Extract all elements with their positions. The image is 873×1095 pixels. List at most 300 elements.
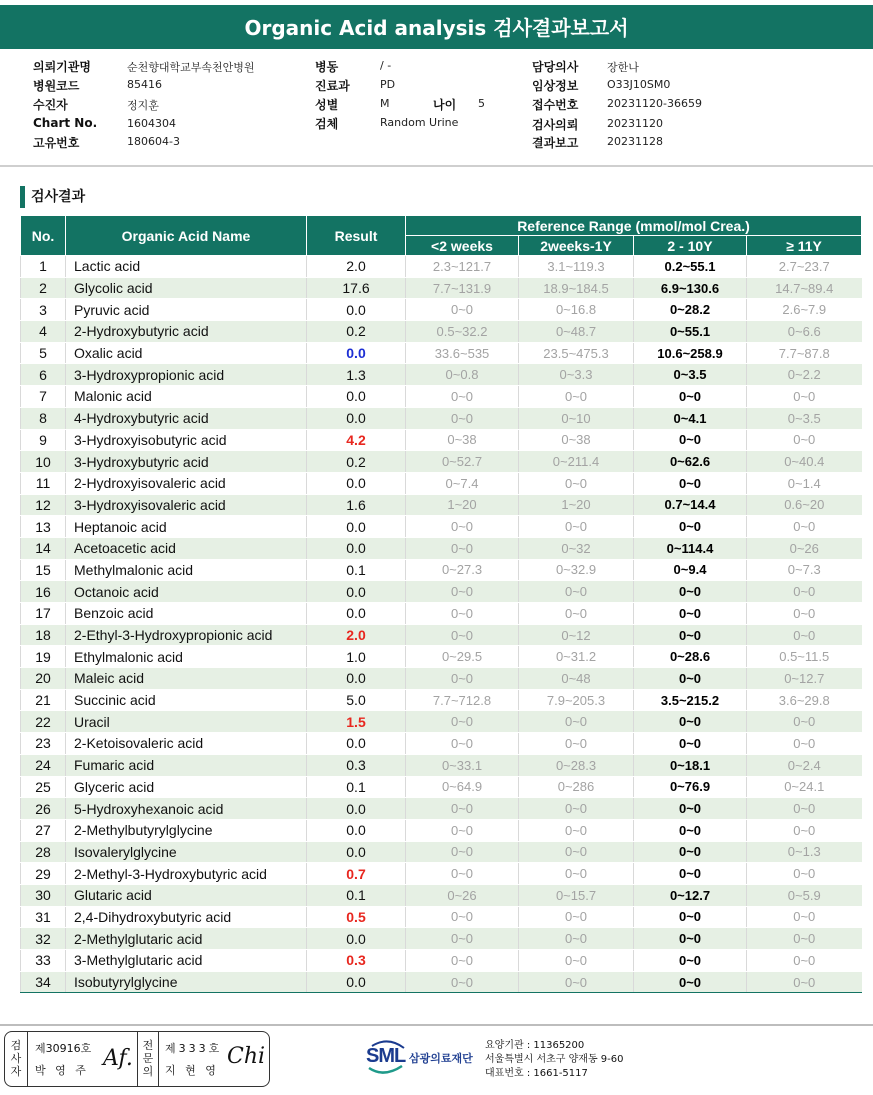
table-row bbox=[21, 950, 862, 972]
row-ref-2-10y: 0~55.1 bbox=[634, 321, 747, 343]
row-no: 30 bbox=[21, 884, 66, 906]
row-no: 10 bbox=[21, 451, 66, 473]
signer1-name: 박 영 주 bbox=[35, 1064, 89, 1077]
row-ref-lt2w: 0~33.1 bbox=[406, 754, 519, 776]
row-result: 0.1 bbox=[307, 884, 406, 906]
row-acid-name: Glycolic acid bbox=[66, 277, 307, 299]
row-result: 0.0 bbox=[307, 342, 406, 364]
row-ref-2w-1y: 0~0 bbox=[519, 733, 634, 755]
info-label: 나이 bbox=[433, 98, 457, 112]
info-label: 검사의뢰 bbox=[532, 118, 579, 132]
row-result: 0.7 bbox=[307, 863, 406, 885]
row-no: 29 bbox=[21, 863, 66, 885]
row-no: 28 bbox=[21, 841, 66, 863]
row-ref-2w-1y: 0~32 bbox=[519, 537, 634, 559]
info-label: 수진자 bbox=[33, 98, 68, 112]
table-row bbox=[21, 581, 862, 603]
table-row bbox=[21, 603, 862, 625]
report-title: Organic Acid analysis 검사결과보고서 bbox=[0, 5, 873, 49]
row-ref-2w-1y: 0~0 bbox=[519, 819, 634, 841]
row-result: 0.0 bbox=[307, 603, 406, 625]
row-ref-lt2w: 0~0 bbox=[406, 798, 519, 820]
info-label: 임상정보 bbox=[532, 79, 579, 93]
row-ref-2w-1y: 0~286 bbox=[519, 776, 634, 798]
row-result: 5.0 bbox=[307, 689, 406, 711]
table-row bbox=[21, 299, 862, 321]
row-no: 6 bbox=[21, 364, 66, 386]
row-ref-2w-1y: 0~12 bbox=[519, 624, 634, 646]
row-ref-ge11y: 0~0 bbox=[747, 624, 862, 646]
row-acid-name: Glyceric acid bbox=[66, 776, 307, 798]
row-acid-name: Fumaric acid bbox=[66, 754, 307, 776]
info-label: 담당의사 bbox=[532, 60, 579, 74]
row-ref-ge11y: 0~2.2 bbox=[747, 364, 862, 386]
row-no: 8 bbox=[21, 407, 66, 429]
info-label: 병동 bbox=[315, 60, 339, 74]
row-ref-ge11y: 0~7.3 bbox=[747, 559, 862, 581]
row-no: 11 bbox=[21, 472, 66, 494]
row-acid-name: Acetoacetic acid bbox=[66, 537, 307, 559]
table-row bbox=[21, 646, 862, 668]
row-acid-name: Isovalerylglycine bbox=[66, 841, 307, 863]
row-ref-2w-1y: 0~0 bbox=[519, 386, 634, 408]
row-ref-2-10y: 0~0 bbox=[634, 429, 747, 451]
table-row bbox=[21, 559, 862, 581]
row-result: 1.3 bbox=[307, 364, 406, 386]
row-ref-ge11y: 0~1.3 bbox=[747, 841, 862, 863]
row-ref-2-10y: 0~0 bbox=[634, 928, 747, 950]
row-no: 17 bbox=[21, 603, 66, 625]
row-acid-name: Benzoic acid bbox=[66, 603, 307, 625]
row-result: 0.0 bbox=[307, 971, 406, 993]
row-acid-name: 2-Methylbutyrylglycine bbox=[66, 819, 307, 841]
row-no: 7 bbox=[21, 386, 66, 408]
row-no: 9 bbox=[21, 429, 66, 451]
row-ref-lt2w: 0~0 bbox=[406, 971, 519, 993]
info-value: 정지훈 bbox=[127, 99, 159, 112]
patient-info bbox=[0, 54, 873, 154]
row-result: 1.6 bbox=[307, 494, 406, 516]
row-acid-name: Succinic acid bbox=[66, 689, 307, 711]
row-ref-2-10y: 6.9~130.6 bbox=[634, 277, 747, 299]
row-ref-2w-1y: 0~0 bbox=[519, 841, 634, 863]
info-value: 20231120-36659 bbox=[607, 97, 702, 110]
row-result: 0.2 bbox=[307, 321, 406, 343]
info-label: 결과보고 bbox=[532, 136, 579, 150]
row-ref-lt2w: 0~0 bbox=[406, 863, 519, 885]
address-line: 대표번호 : 1661-5117 bbox=[485, 1068, 588, 1079]
footer-divider bbox=[0, 1024, 873, 1026]
row-ref-lt2w: 0~0 bbox=[406, 603, 519, 625]
row-ref-ge11y: 0~26 bbox=[747, 537, 862, 559]
row-ref-ge11y: 0~0 bbox=[747, 603, 862, 625]
row-ref-2-10y: 0~114.4 bbox=[634, 537, 747, 559]
row-ref-ge11y: 0~3.5 bbox=[747, 407, 862, 429]
row-result: 1.5 bbox=[307, 711, 406, 733]
row-ref-ge11y: 0~5.9 bbox=[747, 884, 862, 906]
row-ref-ge11y: 0~0 bbox=[747, 516, 862, 538]
row-ref-2-10y: 0~0 bbox=[634, 971, 747, 993]
row-ref-2-10y: 0~0 bbox=[634, 841, 747, 863]
row-ref-2w-1y: 0~0 bbox=[519, 928, 634, 950]
row-ref-lt2w: 0~0 bbox=[406, 386, 519, 408]
row-result: 0.0 bbox=[307, 407, 406, 429]
row-ref-ge11y: 0.6~20 bbox=[747, 494, 862, 516]
row-result: 0.5 bbox=[307, 906, 406, 928]
row-acid-name: Pyruvic acid bbox=[66, 299, 307, 321]
row-result: 0.0 bbox=[307, 386, 406, 408]
row-ref-2-10y: 10.6~258.9 bbox=[634, 342, 747, 364]
info-value: 180604-3 bbox=[127, 135, 180, 148]
row-no: 4 bbox=[21, 321, 66, 343]
row-ref-lt2w: 0~0 bbox=[406, 711, 519, 733]
row-ref-ge11y: 14.7~89.4 bbox=[747, 277, 862, 299]
row-acid-name: 2,4-Dihydroxybutyric acid bbox=[66, 906, 307, 928]
table-row bbox=[21, 624, 862, 646]
table-row bbox=[21, 472, 862, 494]
info-value: 순천향대학교부속천안병원 bbox=[127, 61, 255, 74]
row-no: 1 bbox=[21, 256, 66, 278]
info-value: O33J10SM0 bbox=[607, 78, 671, 91]
row-ref-lt2w: 0~0.8 bbox=[406, 364, 519, 386]
row-ref-2-10y: 0~28.6 bbox=[634, 646, 747, 668]
row-ref-2w-1y: 0~0 bbox=[519, 950, 634, 972]
info-value: / - bbox=[380, 59, 392, 72]
header-range: ≥ 11Y bbox=[747, 236, 862, 256]
row-ref-2w-1y: 0~48.7 bbox=[519, 321, 634, 343]
row-ref-2w-1y: 0~0 bbox=[519, 581, 634, 603]
row-acid-name: Ethylmalonic acid bbox=[66, 646, 307, 668]
row-ref-2-10y: 0~0 bbox=[634, 733, 747, 755]
info-label: 검체 bbox=[315, 117, 339, 131]
row-ref-lt2w: 7.7~131.9 bbox=[406, 277, 519, 299]
row-ref-lt2w: 0~64.9 bbox=[406, 776, 519, 798]
info-label: 고유번호 bbox=[33, 136, 80, 150]
row-ref-2w-1y: 0~38 bbox=[519, 429, 634, 451]
row-acid-name: Glutaric acid bbox=[66, 884, 307, 906]
row-ref-ge11y: 0~0 bbox=[747, 798, 862, 820]
info-value: 20231128 bbox=[607, 135, 663, 148]
table-row bbox=[21, 277, 862, 299]
row-ref-lt2w: 0~0 bbox=[406, 906, 519, 928]
row-result: 2.0 bbox=[307, 624, 406, 646]
row-ref-2w-1y: 0~48 bbox=[519, 668, 634, 690]
row-ref-lt2w: 0~0 bbox=[406, 819, 519, 841]
row-acid-name: 5-Hydroxyhexanoic acid bbox=[66, 798, 307, 820]
signer2-name: 지 현 영 bbox=[165, 1064, 219, 1077]
signer1-signature: Af. bbox=[103, 1046, 133, 1071]
header-range: 2weeks-1Y bbox=[519, 236, 634, 256]
row-ref-ge11y: 0~0 bbox=[747, 971, 862, 993]
section-title: 검사결과 bbox=[20, 186, 85, 208]
address-line: 서울특별시 서초구 양재동 9-60 bbox=[485, 1054, 624, 1065]
row-ref-2-10y: 0~9.4 bbox=[634, 559, 747, 581]
row-result: 0.0 bbox=[307, 733, 406, 755]
row-ref-lt2w: 0~0 bbox=[406, 928, 519, 950]
table-row bbox=[21, 754, 862, 776]
row-ref-lt2w: 0~29.5 bbox=[406, 646, 519, 668]
table-row bbox=[21, 776, 862, 798]
info-value: 85416 bbox=[127, 78, 162, 91]
header-reference-range: Reference Range (mmol/mol Crea.) bbox=[406, 216, 862, 236]
results-table bbox=[20, 215, 862, 993]
row-ref-2-10y: 0~0 bbox=[634, 624, 747, 646]
row-ref-ge11y: 0~0 bbox=[747, 386, 862, 408]
row-ref-lt2w: 2.3~121.7 bbox=[406, 256, 519, 278]
table-row bbox=[21, 256, 862, 278]
row-ref-lt2w: 0~0 bbox=[406, 668, 519, 690]
table-row bbox=[21, 407, 862, 429]
row-ref-2-10y: 0.2~55.1 bbox=[634, 256, 747, 278]
info-label: 병원코드 bbox=[33, 79, 80, 93]
row-ref-lt2w: 0~0 bbox=[406, 299, 519, 321]
row-ref-lt2w: 0~27.3 bbox=[406, 559, 519, 581]
header-range: <2 weeks bbox=[406, 236, 519, 256]
row-ref-ge11y: 2.7~23.7 bbox=[747, 256, 862, 278]
row-ref-2-10y: 0~62.6 bbox=[634, 451, 747, 473]
table-row bbox=[21, 386, 862, 408]
row-ref-2w-1y: 0~0 bbox=[519, 603, 634, 625]
row-acid-name: 2-Hydroxyisovaleric acid bbox=[66, 472, 307, 494]
row-result: 0.0 bbox=[307, 537, 406, 559]
row-acid-name: 2-Methyl-3-Hydroxybutyric acid bbox=[66, 863, 307, 885]
table-row bbox=[21, 364, 862, 386]
row-result: 0.0 bbox=[307, 798, 406, 820]
row-result: 2.0 bbox=[307, 256, 406, 278]
row-ref-ge11y: 2.6~7.9 bbox=[747, 299, 862, 321]
row-result: 0.0 bbox=[307, 819, 406, 841]
row-ref-2-10y: 0~0 bbox=[634, 603, 747, 625]
row-ref-2w-1y: 18.9~184.5 bbox=[519, 277, 634, 299]
row-ref-ge11y: 0~0 bbox=[747, 863, 862, 885]
row-ref-2-10y: 0~0 bbox=[634, 386, 747, 408]
signature-box bbox=[4, 1031, 270, 1087]
row-ref-2-10y: 0~0 bbox=[634, 863, 747, 885]
row-result: 17.6 bbox=[307, 277, 406, 299]
row-ref-lt2w: 0~0 bbox=[406, 624, 519, 646]
row-ref-lt2w: 0~52.7 bbox=[406, 451, 519, 473]
divider bbox=[0, 165, 873, 167]
info-value: M bbox=[380, 97, 390, 110]
row-no: 27 bbox=[21, 819, 66, 841]
row-result: 0.0 bbox=[307, 516, 406, 538]
table-row bbox=[21, 321, 862, 343]
row-ref-2w-1y: 0~211.4 bbox=[519, 451, 634, 473]
address-line: 요양기관 : 11365200 bbox=[485, 1040, 585, 1051]
info-label: 의뢰기관명 bbox=[33, 60, 91, 74]
row-result: 0.0 bbox=[307, 472, 406, 494]
row-ref-ge11y: 0~0 bbox=[747, 819, 862, 841]
row-acid-name: Isobutyrylglycine bbox=[66, 971, 307, 993]
row-ref-lt2w: 7.7~712.8 bbox=[406, 689, 519, 711]
header-no: No. bbox=[21, 216, 66, 256]
row-ref-ge11y: 0~0 bbox=[747, 928, 862, 950]
row-ref-ge11y: 0~0 bbox=[747, 906, 862, 928]
row-acid-name: Heptanoic acid bbox=[66, 516, 307, 538]
row-no: 18 bbox=[21, 624, 66, 646]
sml-name: 삼광의료재단 bbox=[409, 1052, 473, 1065]
row-result: 1.0 bbox=[307, 646, 406, 668]
row-acid-name: Maleic acid bbox=[66, 668, 307, 690]
row-ref-ge11y: 0~6.6 bbox=[747, 321, 862, 343]
row-ref-2-10y: 0~0 bbox=[634, 819, 747, 841]
info-label: 성별 bbox=[315, 98, 339, 112]
row-acid-name: 3-Hydroxybutyric acid bbox=[66, 451, 307, 473]
table-row bbox=[21, 733, 862, 755]
signer2-label: 전 문 의 bbox=[142, 1039, 154, 1078]
row-no: 2 bbox=[21, 277, 66, 299]
table-row bbox=[21, 798, 862, 820]
row-ref-2-10y: 0~0 bbox=[634, 798, 747, 820]
row-no: 25 bbox=[21, 776, 66, 798]
row-ref-lt2w: 0~0 bbox=[406, 407, 519, 429]
info-value: 1604304 bbox=[127, 117, 176, 130]
sml-logo bbox=[366, 1038, 481, 1082]
signer2-signature: Chi bbox=[227, 1044, 266, 1069]
row-acid-name: Oxalic acid bbox=[66, 342, 307, 364]
row-acid-name: Octanoic acid bbox=[66, 581, 307, 603]
header-result: Result bbox=[307, 216, 406, 256]
row-result: 0.0 bbox=[307, 841, 406, 863]
row-acid-name: Malonic acid bbox=[66, 386, 307, 408]
row-ref-2w-1y: 0~0 bbox=[519, 711, 634, 733]
sml-mark: SML bbox=[366, 1045, 406, 1067]
row-ref-ge11y: 0~0 bbox=[747, 581, 862, 603]
signer1-label: 검 사 자 bbox=[10, 1039, 22, 1078]
info-label: 접수번호 bbox=[532, 98, 579, 112]
row-no: 32 bbox=[21, 928, 66, 950]
row-ref-2w-1y: 7.9~205.3 bbox=[519, 689, 634, 711]
row-ref-2w-1y: 0~15.7 bbox=[519, 884, 634, 906]
table-row bbox=[21, 711, 862, 733]
row-no: 20 bbox=[21, 668, 66, 690]
table-row bbox=[21, 451, 862, 473]
row-no: 24 bbox=[21, 754, 66, 776]
row-acid-name: 2-Methylglutaric acid bbox=[66, 928, 307, 950]
row-ref-2w-1y: 0~0 bbox=[519, 906, 634, 928]
row-result: 0.0 bbox=[307, 299, 406, 321]
row-acid-name: 2-Hydroxybutyric acid bbox=[66, 321, 307, 343]
institution-address bbox=[485, 1039, 624, 1081]
row-ref-lt2w: 0~0 bbox=[406, 537, 519, 559]
row-ref-2w-1y: 0~0 bbox=[519, 971, 634, 993]
row-no: 26 bbox=[21, 798, 66, 820]
table-row bbox=[21, 342, 862, 364]
info-label: Chart No. bbox=[33, 116, 98, 130]
row-ref-2-10y: 0~12.7 bbox=[634, 884, 747, 906]
table-row bbox=[21, 971, 862, 993]
info-value: 장한나 bbox=[607, 61, 639, 74]
row-no: 22 bbox=[21, 711, 66, 733]
row-ref-lt2w: 0~0 bbox=[406, 841, 519, 863]
row-ref-2-10y: 0~0 bbox=[634, 668, 747, 690]
row-result: 0.2 bbox=[307, 451, 406, 473]
row-result: 4.2 bbox=[307, 429, 406, 451]
row-ref-2w-1y: 0~16.8 bbox=[519, 299, 634, 321]
table-row bbox=[21, 906, 862, 928]
row-ref-2w-1y: 0~0 bbox=[519, 863, 634, 885]
row-result: 0.3 bbox=[307, 754, 406, 776]
table-row bbox=[21, 884, 862, 906]
row-ref-lt2w: 0~0 bbox=[406, 516, 519, 538]
row-no: 15 bbox=[21, 559, 66, 581]
row-ref-ge11y: 0~0 bbox=[747, 950, 862, 972]
row-ref-ge11y: 0~0 bbox=[747, 711, 862, 733]
row-ref-ge11y: 0~12.7 bbox=[747, 668, 862, 690]
row-ref-lt2w: 0~26 bbox=[406, 884, 519, 906]
row-no: 34 bbox=[21, 971, 66, 993]
row-ref-lt2w: 0~0 bbox=[406, 733, 519, 755]
row-acid-name: 3-Hydroxypropionic acid bbox=[66, 364, 307, 386]
row-ref-ge11y: 0~40.4 bbox=[747, 451, 862, 473]
row-acid-name: Methylmalonic acid bbox=[66, 559, 307, 581]
info-value: 20231120 bbox=[607, 117, 663, 130]
row-ref-2w-1y: 0~0 bbox=[519, 798, 634, 820]
table-row bbox=[21, 841, 862, 863]
row-ref-2-10y: 0~0 bbox=[634, 950, 747, 972]
row-ref-2w-1y: 0~31.2 bbox=[519, 646, 634, 668]
row-ref-2w-1y: 3.1~119.3 bbox=[519, 256, 634, 278]
row-acid-name: 3-Methylglutaric acid bbox=[66, 950, 307, 972]
row-ref-2-10y: 0~0 bbox=[634, 711, 747, 733]
row-ref-2-10y: 0~76.9 bbox=[634, 776, 747, 798]
row-ref-2w-1y: 23.5~475.3 bbox=[519, 342, 634, 364]
row-result: 0.3 bbox=[307, 950, 406, 972]
info-value: PD bbox=[380, 78, 396, 91]
row-ref-2-10y: 0.7~14.4 bbox=[634, 494, 747, 516]
row-acid-name: 4-Hydroxybutyric acid bbox=[66, 407, 307, 429]
row-ref-2w-1y: 0~10 bbox=[519, 407, 634, 429]
row-ref-lt2w: 0~7.4 bbox=[406, 472, 519, 494]
row-no: 3 bbox=[21, 299, 66, 321]
row-ref-lt2w: 0~0 bbox=[406, 581, 519, 603]
row-no: 14 bbox=[21, 537, 66, 559]
row-no: 19 bbox=[21, 646, 66, 668]
row-no: 23 bbox=[21, 733, 66, 755]
row-ref-2w-1y: 0~0 bbox=[519, 516, 634, 538]
row-ref-ge11y: 0~24.1 bbox=[747, 776, 862, 798]
info-label: 진료과 bbox=[315, 79, 350, 93]
row-acid-name: Lactic acid bbox=[66, 256, 307, 278]
row-ref-2w-1y: 0~32.9 bbox=[519, 559, 634, 581]
row-ref-2w-1y: 0~0 bbox=[519, 472, 634, 494]
row-ref-2w-1y: 0~28.3 bbox=[519, 754, 634, 776]
row-acid-name: 2-Ketoisovaleric acid bbox=[66, 733, 307, 755]
row-no: 12 bbox=[21, 494, 66, 516]
table-row bbox=[21, 516, 862, 538]
signer2-number: 제333호 bbox=[165, 1042, 223, 1055]
table-row bbox=[21, 668, 862, 690]
row-result: 0.0 bbox=[307, 668, 406, 690]
row-ref-lt2w: 33.6~535 bbox=[406, 342, 519, 364]
row-ref-2-10y: 0~3.5 bbox=[634, 364, 747, 386]
row-ref-lt2w: 0.5~32.2 bbox=[406, 321, 519, 343]
info-value: Random Urine bbox=[380, 116, 459, 129]
row-ref-ge11y: 0~2.4 bbox=[747, 754, 862, 776]
row-ref-2-10y: 0~0 bbox=[634, 516, 747, 538]
row-no: 5 bbox=[21, 342, 66, 364]
row-ref-2-10y: 0~0 bbox=[634, 906, 747, 928]
row-acid-name: 2-Ethyl-3-Hydroxypropionic acid bbox=[66, 624, 307, 646]
table-row bbox=[21, 928, 862, 950]
row-no: 16 bbox=[21, 581, 66, 603]
row-ref-ge11y: 7.7~87.8 bbox=[747, 342, 862, 364]
row-ref-ge11y: 0.5~11.5 bbox=[747, 646, 862, 668]
row-ref-lt2w: 0~0 bbox=[406, 950, 519, 972]
row-ref-ge11y: 3.6~29.8 bbox=[747, 689, 862, 711]
row-ref-lt2w: 1~20 bbox=[406, 494, 519, 516]
row-ref-2-10y: 3.5~215.2 bbox=[634, 689, 747, 711]
